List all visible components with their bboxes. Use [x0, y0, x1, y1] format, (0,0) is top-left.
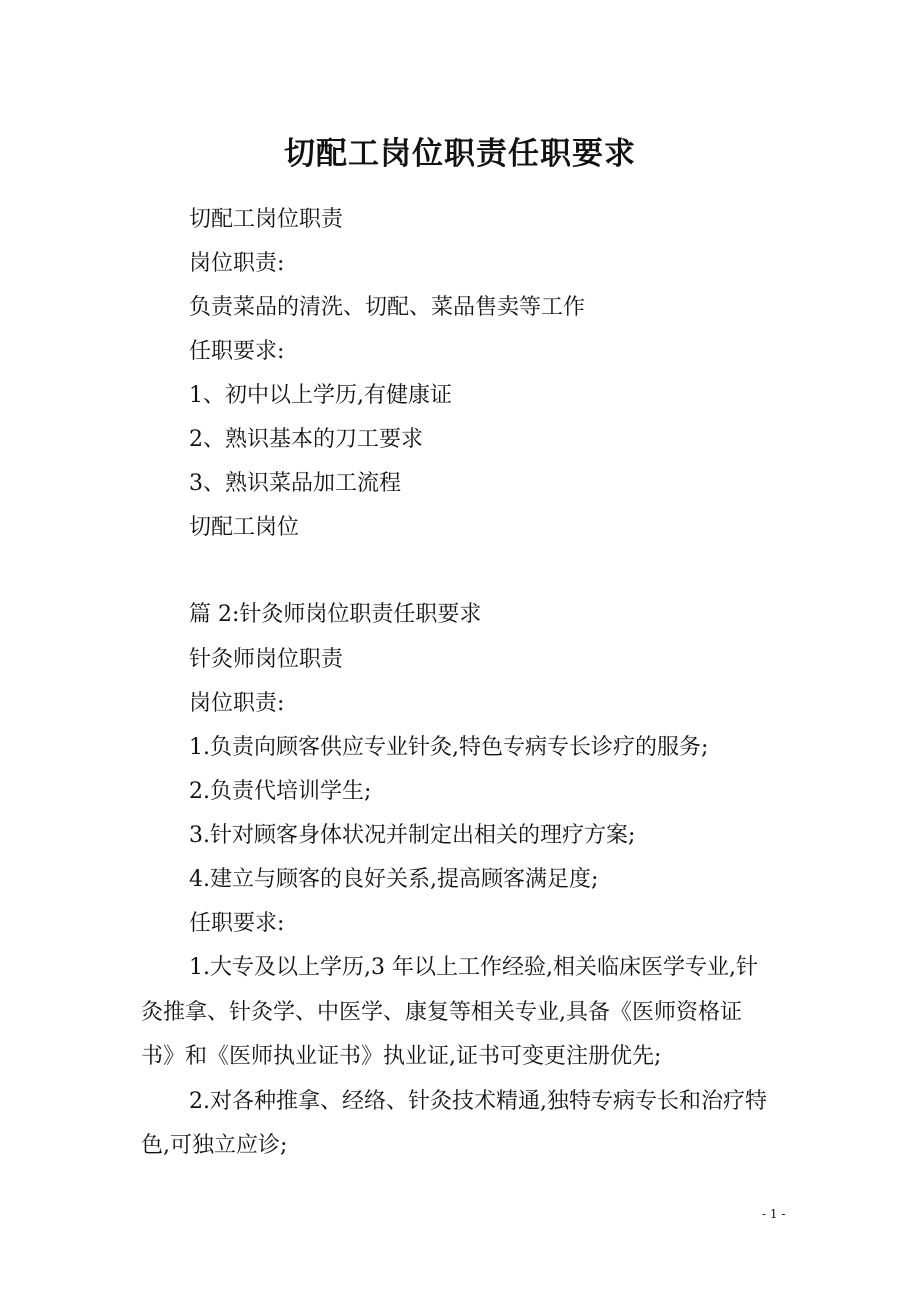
section1-footer: 切配工岗位 [189, 515, 300, 540]
section1-req-label: 任职要求: [189, 339, 285, 364]
section1-duties-label: 岗位职责: [189, 251, 285, 276]
section1-heading: 切配工岗位职责 [189, 207, 344, 232]
section2-duty-item: 4.建立与顾客的良好关系,提高顾客满足度; [189, 867, 599, 892]
section2-duty-item: 3.针对顾客身体状况并制定出相关的理疗方案; [189, 823, 636, 848]
section2-heading: 篇 2:针灸师岗位职责任职要求 [189, 602, 482, 627]
page-number: - 1 - [762, 1207, 786, 1221]
section1-duty: 负责菜品的清洗、切配、菜品售卖等工作 [189, 295, 586, 320]
section1-req-item: 2、熟识基本的刀工要求 [189, 427, 423, 452]
section2-duty-item: 2.负责代培训学生; [189, 779, 372, 804]
section2-duty-item: 1.负责向顾客供应专业针灸,特色专病专长诊疗的服务; [189, 735, 709, 760]
section1-req-item: 1、初中以上学历,有健康证 [189, 383, 452, 408]
section2-req-label: 任职要求: [189, 911, 285, 936]
section2-duties-label: 岗位职责: [189, 691, 285, 716]
section2-subheading: 针灸师岗位职责 [189, 647, 344, 672]
section1-req-item: 3、熟识菜品加工流程 [189, 471, 401, 496]
section2-req-item: 1.大专及以上学历,3 年以上工作经验,相关临床医学专业,针灸推拿、针灸学、中医学、康复等相关专业,具备《医师资格证书》和《医师执业证书》执业证,证书可变更注册优先; [141, 955, 758, 1069]
section2-req-item: 2.对各种推拿、经络、针灸技术精通,独特专病专长和治疗特色,可独立应诊; [141, 1088, 767, 1158]
section2-req-list [141, 946, 771, 1169]
document-title: 切配工岗位职责任职要求 [284, 136, 636, 172]
